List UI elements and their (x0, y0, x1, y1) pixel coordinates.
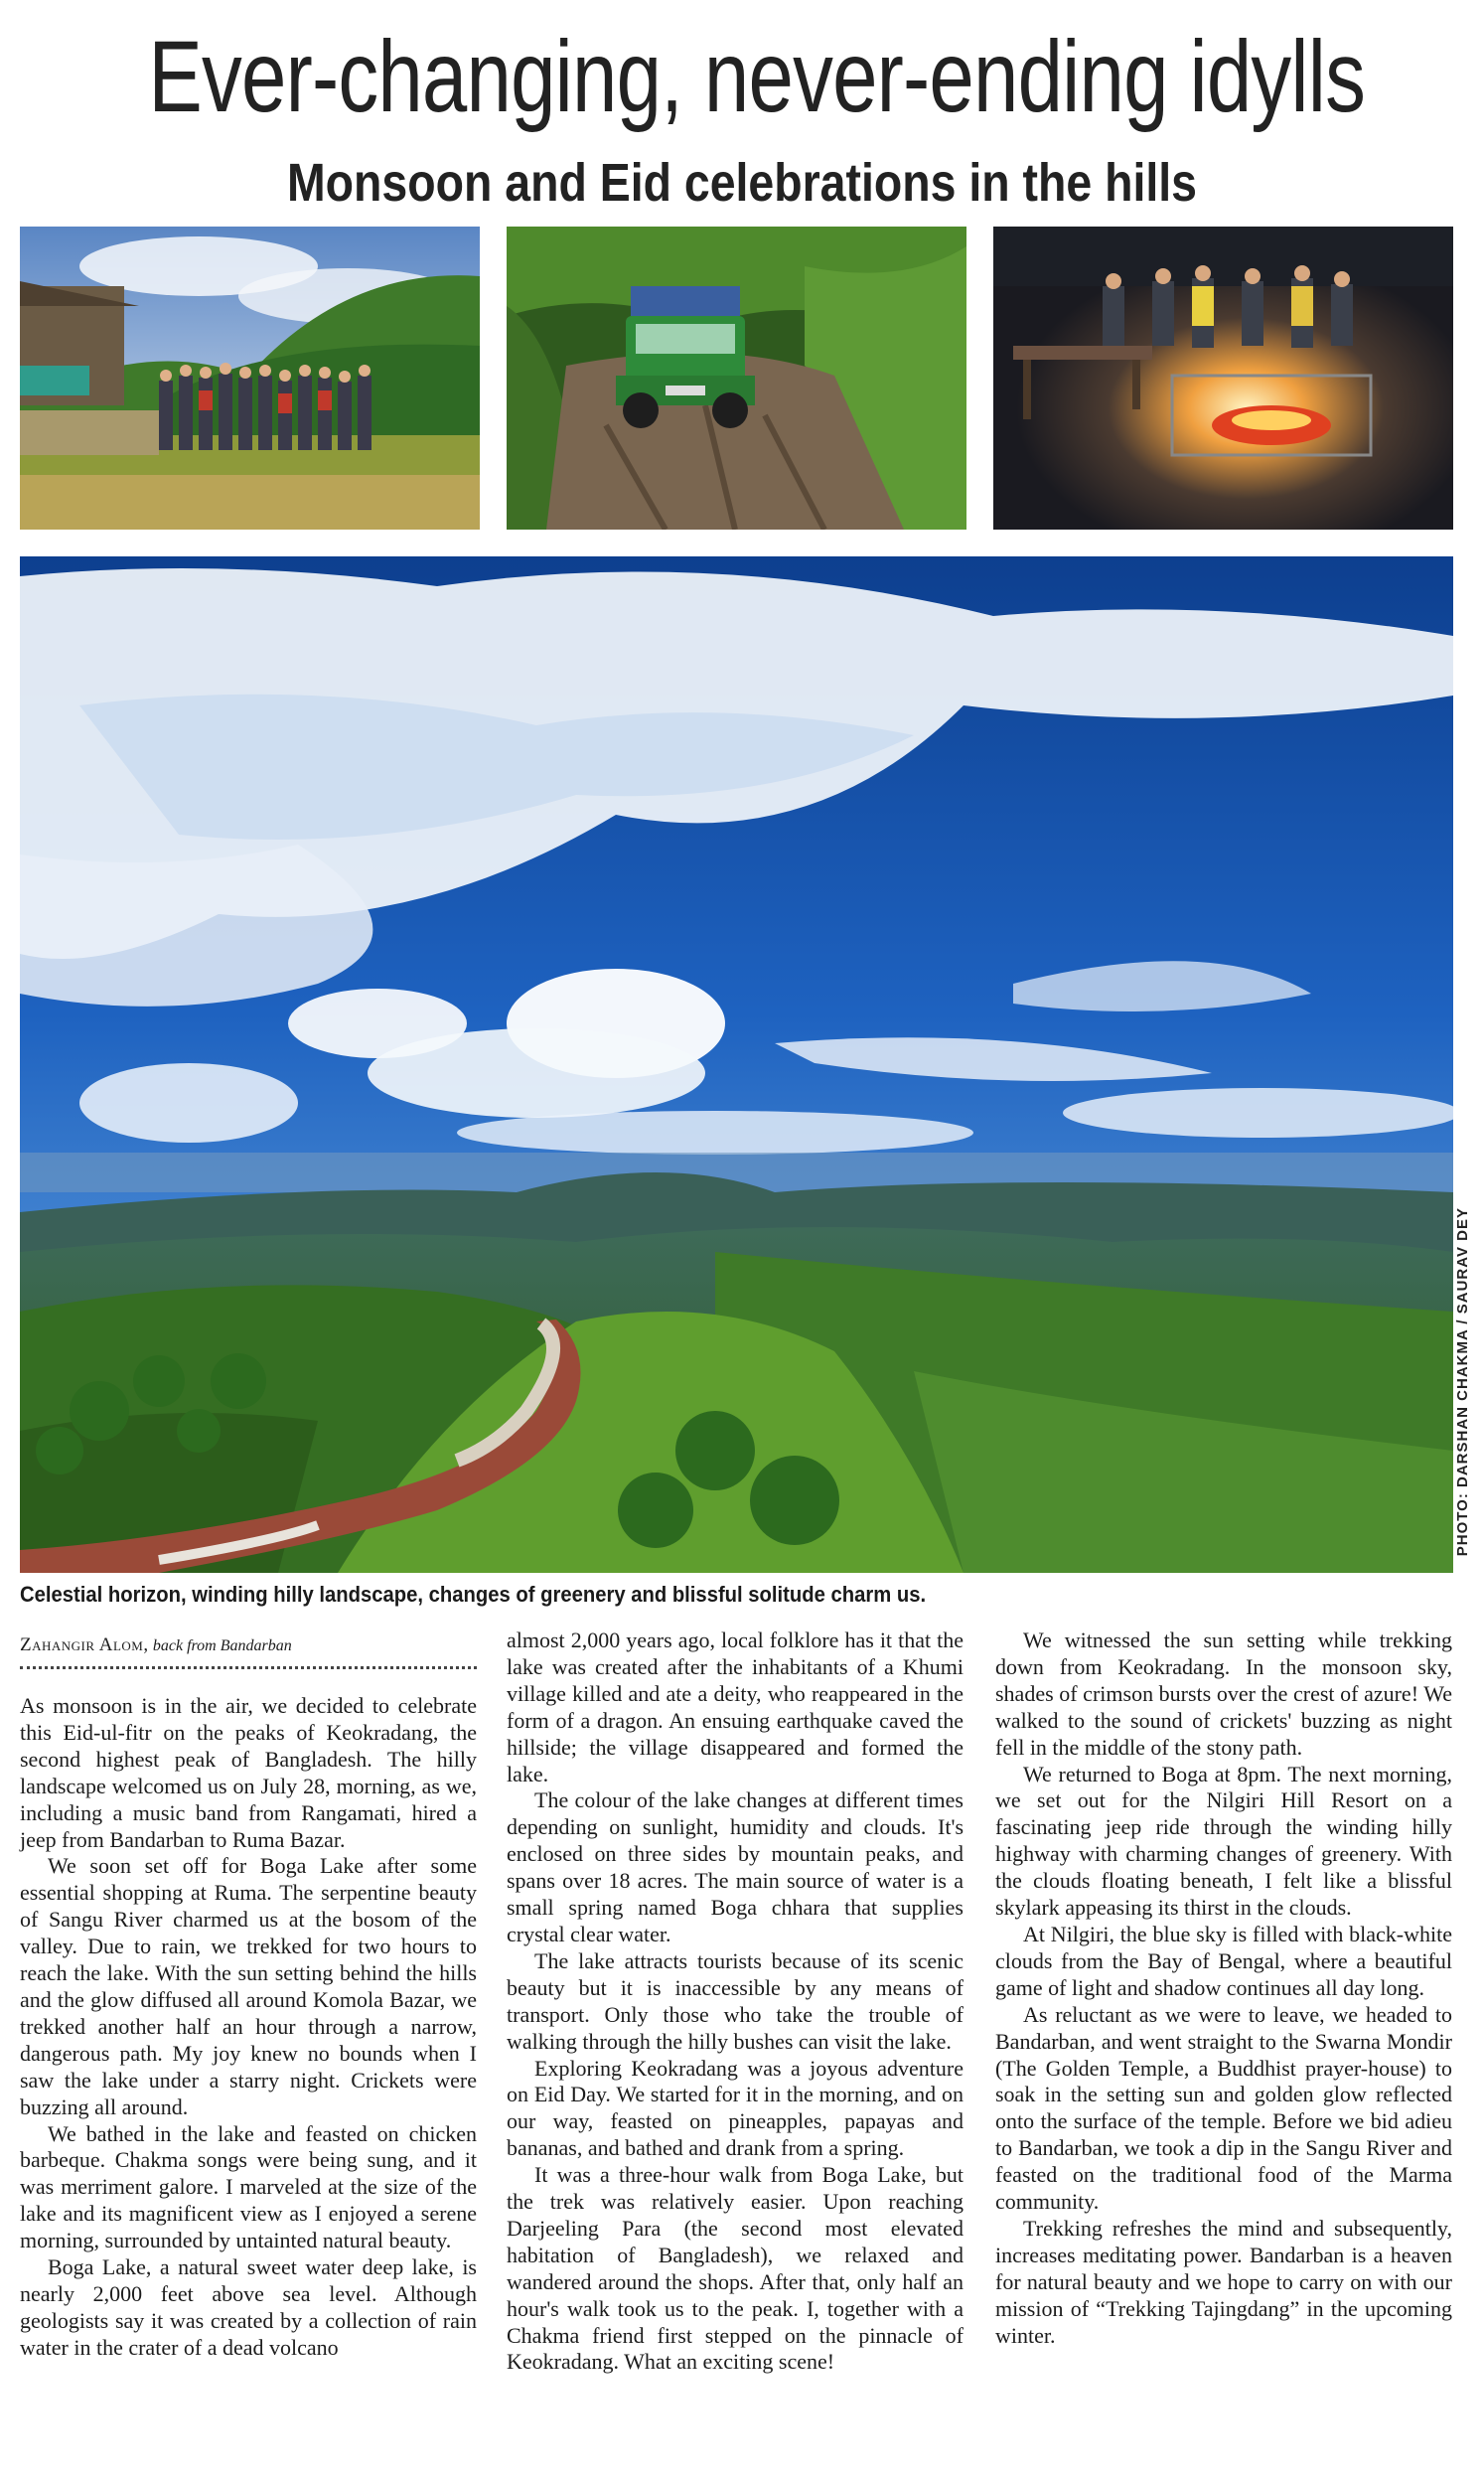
byline-divider (20, 1666, 477, 1669)
paragraph: As monsoon is in the air, we decided to celebrate this Eid-ul-fitr on the peaks of Keokradang, the second highest peak of Bangladesh. The hilly landscape welcomed us on July 28, morning, as we, including a music band from Rangamati, hired a jeep from Bandarban to Ruma Bazar. (20, 1693, 477, 1852)
paragraph: almost 2,000 years ago, local folklore has it that the lake was created after the inhabitants of a Khumi village killed and ate a deity, who reappeared in the form of a dragon. An ensuing earthquake caved the hillside; the village disappeared and formed the lake. (507, 1628, 964, 1786)
photo-credit: PHOTO: DARSHAN CHAKMA / SAURAV DEY (1454, 1207, 1471, 1557)
byline-place: back from Bandarban (152, 1637, 292, 1654)
paragraph: The colour of the lake changes at different times depending on sunlight, humidity and clouds. It's enclosed on three sides by mountain peaks, and spans over 18 acres. The main source of water is a small spring named Boga chhara that supplies crystal clear water. (507, 1787, 964, 1946)
article-column-2 (507, 1628, 964, 2376)
paragraph: We returned to Boga at 8pm. The next morning, we set out for the Nilgiri Hill Resort on a fascinating jeep ride through the winding hilly highway with charming changes of greenery. With the clouds floating beneath, I felt like a blissful skylark appeasing its thirst in the clouds. (995, 1761, 1452, 1921)
photo-caption: Celestial horizon, winding hilly landscape, changes of greenery and blissful solitude charm us. (20, 1582, 927, 1607)
paragraph: We bathed in the lake and feasted on chicken barbeque. Chakma songs were being sung, and it was merriment galore. I marveled at the size of the lake and its magnificent view as I enjoyed a serene morning, surrounded by untainted natural beauty. (20, 2120, 477, 2253)
paragraph: Boga Lake, a natural sweet water deep lake, is nearly 2,000 feet above sea level. Although geologists say it was created by a collection of rain water in the crater of a dead volcano (20, 2254, 477, 2360)
article-column-1 (20, 1628, 477, 2362)
paragraph: As reluctant as we were to leave, we headed to Bandarban, and went straight to the Swarna Mondir (The Golden Temple, a Buddhist prayer-house) to soak in the setting sun and golden glow reflected onto the surface of the temple. Before we bid adieu to Bandarban, we took a dip in the Sangu River and feasted on the traditional food of the Marma community. (995, 2001, 1452, 2215)
paragraph: Exploring Keokradang was a joyous adventure on Eid Day. We started for it in the morning, and on our way, feasted on pineapples, papayas and bananas, and bathed and drank from a spring. (507, 2055, 964, 2161)
photo-night-barbecue (993, 227, 1453, 530)
photo-hill-landscape (20, 556, 1453, 1573)
paragraph: We soon set off for Boga Lake after some essential shopping at Ruma. The serpentine beauty of Sangu River charmed us at the bosom of the valley. Due to rain, we trekked for two hours to reach the lake. With the sun setting behind the hills and the glow diffused all around Komola Bazar, we trekked another half an hour through a narrow, dangerous path. My joy knew no bounds when I saw the lake under a starry night. Crickets were buzzing all around. (20, 1853, 477, 2119)
paragraph: It was a three-hour walk from Boga Lake, but the trek was relatively easier. Upon reaching Darjeeling Para (the second most elevated habitation of Bangladesh), we relaxed and wandered around the shops. After that, only half an hour's walk took us to the peak. I, together with a Chakma friend first stepped on the pinnacle of Keokradang. What an exciting scene! (507, 2162, 964, 2375)
subheadline: Monsoon and Eid celebrations in the hills (286, 153, 1197, 213)
photo-trekking-group (20, 227, 480, 530)
photo-jeep-on-trail (507, 227, 966, 530)
paragraph: We witnessed the sun setting while trekking down from Keokradang. In the monsoon sky, shades of crimson bursts over the crest of azure! We walked to the sound of crickets' buzzing as night fell in the middle of the stony path. (995, 1628, 1452, 1760)
paragraph: The lake attracts tourists because of its scenic beauty but it is inaccessible by any means of transport. Only those who take the trouble of walking through the hilly bushes can visit the lake. (507, 1947, 964, 2054)
byline (20, 1633, 477, 1658)
byline-author: Zahangir Alom, (20, 1634, 149, 1655)
article-column-3 (995, 1628, 1452, 2349)
paragraph: Trekking refreshes the mind and subsequently, increases meditating power. Bandarban is a heaven for natural beauty and we hope to carry on with our mission of “Trekking Tajingdang” in the upcoming winter. (995, 2215, 1452, 2348)
headline: Ever-changing, never-ending idylls (148, 20, 1366, 133)
paragraph: At Nilgiri, the blue sky is filled with black-white clouds from the Bay of Bengal, where a beautiful game of light and shadow continues all day long. (995, 1921, 1452, 2000)
